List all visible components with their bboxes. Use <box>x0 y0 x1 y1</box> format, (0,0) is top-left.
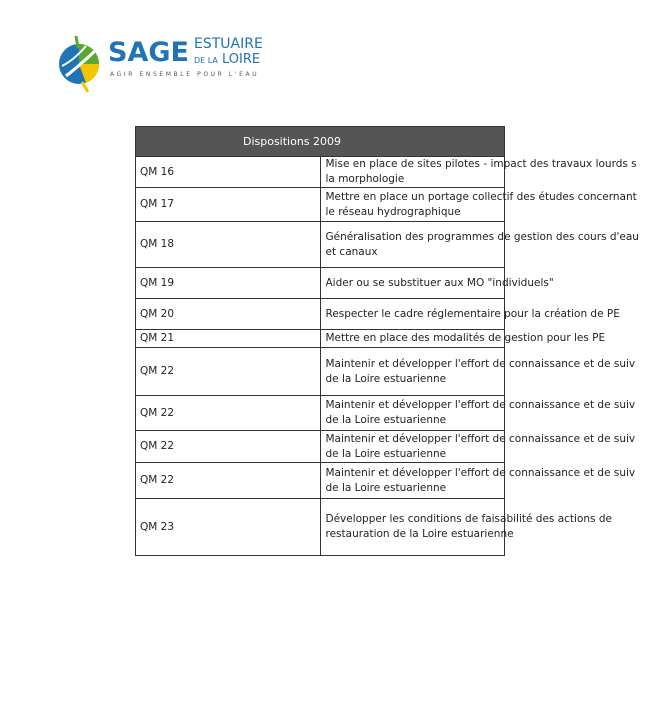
description-line: de la Loire estuarienne <box>325 414 447 426</box>
table-row <box>136 348 505 396</box>
table-header-label: Dispositions 2009 <box>242 135 342 148</box>
disposition-code: QM 22 <box>136 348 321 396</box>
disposition-description <box>320 431 636 463</box>
sage-globe-icon <box>56 36 102 92</box>
disposition-description-text <box>326 398 656 428</box>
table-row <box>136 396 505 431</box>
disposition-code: QM 22 <box>136 431 321 463</box>
logo-tagline: AGIR ENSEMBLE POUR L'EAU <box>110 71 260 78</box>
table-header <box>136 127 505 157</box>
description-line: et canaux <box>325 245 378 258</box>
table-row <box>136 299 505 330</box>
table-row <box>136 157 505 188</box>
disposition-description <box>320 268 554 299</box>
description-line: la morphologie <box>325 173 405 185</box>
table-row <box>136 188 505 222</box>
disposition-code: QM 18 <box>136 222 321 268</box>
disposition-description-text <box>326 466 656 496</box>
sage-logo <box>36 30 286 100</box>
logo-dela-text: DE LA <box>194 56 218 65</box>
disposition-code: QM 16 <box>136 157 321 188</box>
disposition-code: QM 20 <box>136 299 321 330</box>
disposition-description-text <box>326 512 656 542</box>
disposition-description-text <box>326 307 656 322</box>
table-row <box>136 268 505 299</box>
disposition-description-text <box>326 157 656 187</box>
description-line: Mettre en place des modalités de gestion pour les PE <box>325 332 606 344</box>
disposition-code: QM 21 <box>136 330 321 348</box>
disposition-description <box>320 188 637 222</box>
logo-sage-text: SAGE <box>108 37 189 68</box>
description-line: Maintenir et développer l'effort de connaissance et de suiv <box>325 432 636 445</box>
description-line: Aider ou se substituer aux MO "individuels" <box>325 276 554 289</box>
table-row <box>136 499 505 556</box>
disposition-description <box>320 222 639 268</box>
description-line: restauration de la Loire estuarienne <box>325 528 514 540</box>
description-line: de la Loire estuarienne <box>325 372 447 385</box>
disposition-description-text <box>326 230 656 260</box>
table-row <box>136 431 505 463</box>
disposition-code: QM 19 <box>136 268 321 299</box>
description-line: Généralisation des programmes de gestion des cours d'eau <box>325 230 639 243</box>
disposition-description <box>320 499 612 556</box>
logo-estuaire-text: ESTUAIRE <box>194 36 263 52</box>
description-line: Mettre en place un portage collectif des études concernant <box>325 190 637 203</box>
disposition-description-text <box>326 357 656 387</box>
disposition-description <box>320 299 620 330</box>
disposition-description-text <box>326 276 656 291</box>
disposition-description <box>320 348 636 396</box>
description-line: Respecter le cadre réglementaire pour la création de PE <box>325 307 620 320</box>
description-line: Maintenir et développer l'effort de connaissance et de suiv <box>325 466 636 479</box>
disposition-description <box>320 396 636 431</box>
disposition-description-text <box>326 331 656 346</box>
dispositions-table <box>135 126 639 556</box>
disposition-description <box>320 330 606 348</box>
table-row <box>136 330 505 348</box>
description-line: Mise en place de sites pilotes - impact des travaux lourds s <box>325 158 637 170</box>
description-line: Maintenir et développer l'effort de connaissance et de suiv <box>325 357 636 370</box>
description-line: de la Loire estuarienne <box>325 447 447 460</box>
disposition-code: QM 17 <box>136 188 321 222</box>
table-row <box>136 222 505 268</box>
disposition-code: QM 22 <box>136 396 321 431</box>
logo-delaloire-text <box>194 52 260 68</box>
description-line: Développer les conditions de faisabilité des actions de <box>325 513 612 525</box>
logo-loire-text: LOIRE <box>222 52 261 67</box>
table-row <box>136 463 505 499</box>
disposition-code: QM 23 <box>136 499 321 556</box>
disposition-description-text <box>326 190 656 220</box>
disposition-description <box>320 157 637 188</box>
description-line: de la Loire estuarienne <box>325 481 447 494</box>
description-line: Maintenir et développer l'effort de connaissance et de suiv <box>325 399 636 411</box>
disposition-description-text <box>326 432 656 462</box>
description-line: le réseau hydrographique <box>325 205 461 218</box>
disposition-description <box>320 463 636 499</box>
disposition-code: QM 22 <box>136 463 321 499</box>
